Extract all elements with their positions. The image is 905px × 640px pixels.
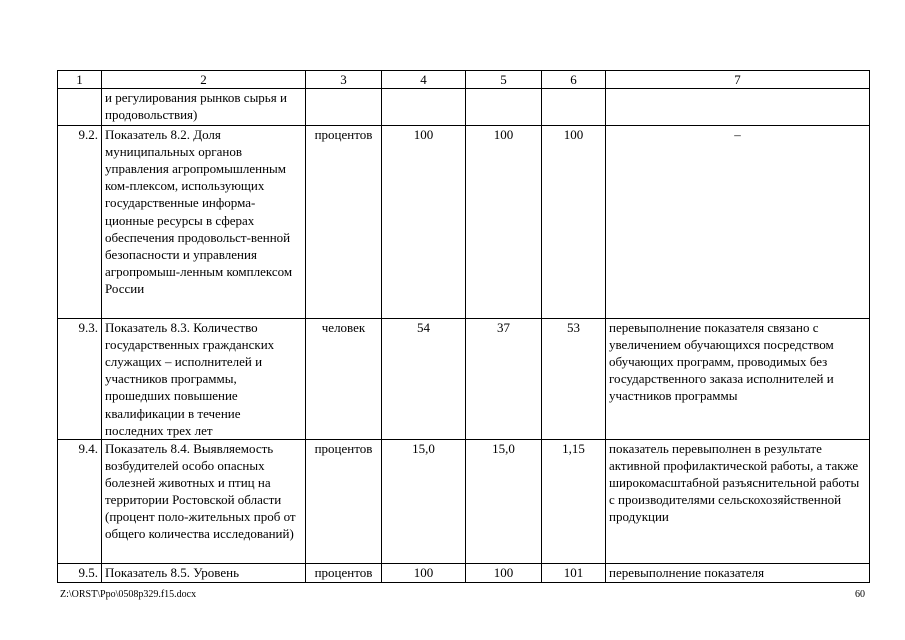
unit-cell: человек: [306, 319, 382, 440]
table-row: [58, 319, 870, 440]
note-cell: перевыполнение показателя связано с увеличением обучающихся посредством обучающих программ, проводимых без государственного заказа исполнителей и участников программы: [606, 319, 870, 440]
header-cell: 6: [542, 71, 606, 89]
value-cell: 101: [542, 563, 606, 582]
header-cell: 3: [306, 71, 382, 89]
indicator-name: Показатель 8.3. Количество государственных гражданских служащих – исполнителей и участников программы, прошедших повышение квалификации в течение последних трех лет: [102, 319, 306, 440]
value-cell: 100: [466, 126, 542, 319]
header-cell: 7: [606, 71, 870, 89]
unit-cell: [306, 89, 382, 126]
value-cell: 100: [542, 126, 606, 319]
value-cell: [382, 89, 466, 126]
value-cell: 54: [382, 319, 466, 440]
indicator-name: Показатель 8.4. Выявляемость возбудителей особо опасных болезней животных и птиц на территории Ростовской области (процент поло-жительных проб от общего количества исследований): [102, 439, 306, 563]
row-number: [58, 89, 102, 126]
unit-cell: процентов: [306, 126, 382, 319]
indicator-name: и регулирования рынков сырья и продовольствия): [102, 89, 306, 126]
file-path: Z:\ORST\Ppo\0508p329.f15.docx: [60, 589, 197, 600]
page-number: 60: [855, 589, 865, 600]
note-cell: –: [606, 126, 870, 319]
row-number: 9.4.: [58, 439, 102, 563]
value-cell: [466, 89, 542, 126]
value-cell: 100: [382, 563, 466, 582]
table-row: [58, 439, 870, 563]
value-cell: [542, 89, 606, 126]
unit-cell: процентов: [306, 563, 382, 582]
value-cell: 100: [382, 126, 466, 319]
header-cell: 4: [382, 71, 466, 89]
row-number: 9.3.: [58, 319, 102, 440]
note-cell: перевыполнение показателя: [606, 563, 870, 582]
indicator-name: Показатель 8.5. Уровень: [102, 563, 306, 582]
value-cell: 15,0: [466, 439, 542, 563]
table-row: [58, 126, 870, 319]
row-number: 9.5.: [58, 563, 102, 582]
indicator-name: Показатель 8.2. Доля муниципальных органов управления агропромышленным ком-плексом, использующих государственные информа-ционные ресурсы в сферах обеспечения продовольст-венной безопасности и управления агропромыш-ленным комплексом России: [102, 126, 306, 319]
note-cell: показатель перевыполнен в результате активной профилактической работы, а также широкомасштабной разъяснительной работы с производителями сельскохозяйственной продукции: [606, 439, 870, 563]
value-cell: 100: [466, 563, 542, 582]
unit-cell: процентов: [306, 439, 382, 563]
table-row: [58, 89, 870, 126]
header-row: [58, 71, 870, 89]
note-cell: [606, 89, 870, 126]
table-row: [58, 563, 870, 582]
header-cell: 1: [58, 71, 102, 89]
data-table: [57, 70, 870, 583]
value-cell: 15,0: [382, 439, 466, 563]
value-cell: 53: [542, 319, 606, 440]
row-number: 9.2.: [58, 126, 102, 319]
header-cell: 5: [466, 71, 542, 89]
value-cell: 37: [466, 319, 542, 440]
value-cell: 1,15: [542, 439, 606, 563]
header-cell: 2: [102, 71, 306, 89]
